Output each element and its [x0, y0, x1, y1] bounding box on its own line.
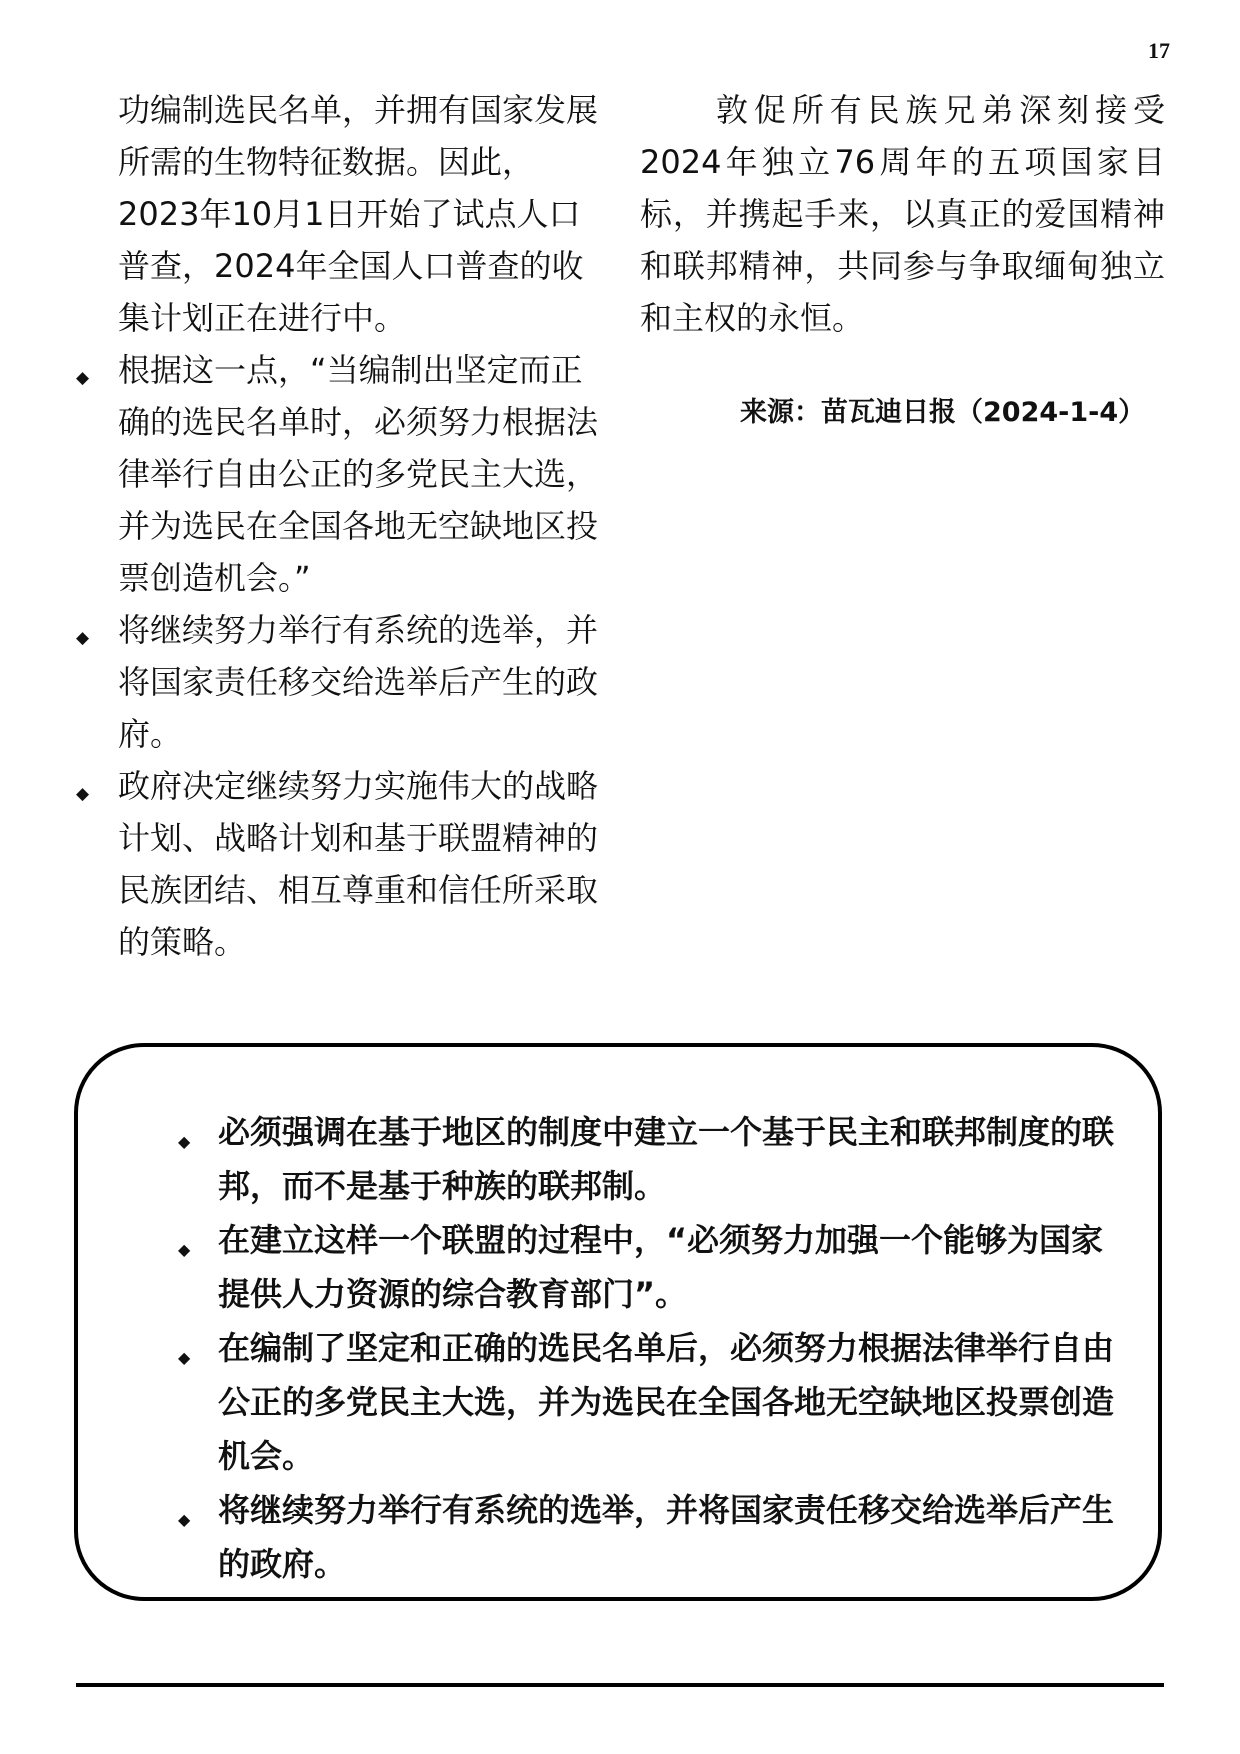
diamond-bullet-icon: ◆	[178, 1132, 191, 1151]
summary-item-text: 在建立这样一个联盟的过程中，“必须努力加强一个能够为国家提供人力资源的综合教育部门”。	[218, 1221, 1104, 1313]
summary-item-text: 在编制了坚定和正确的选民名单后，必须努力根据法律举行自由公正的多党民主大选，并为选民在全国各地无空缺地区投票创造机会。	[218, 1329, 1115, 1475]
source-citation: 来源：苗瓦迪日报（2024-1-4）	[740, 397, 1146, 428]
summary-item-text: 将继续努力举行有系统的选举，并将国家责任移交给选举后产生的政府。	[218, 1491, 1115, 1583]
list-item	[76, 604, 606, 760]
summary-item	[178, 1213, 1132, 1321]
closing-paragraph: 敦促所有民族兄弟深刻接受2024年独立76周年的五项国家目标，并携起手来，以真正的爱国精神和联邦精神，共同参与争取缅甸独立和主权的永恒。	[640, 91, 1165, 337]
list-item-text: 政府决定继续努力实施伟大的战略计划、战略计划和基于联盟精神的民族团结、相互尊重和信任所采取的策略。	[118, 767, 599, 961]
diamond-bullet-icon: ◆	[178, 1348, 191, 1367]
summary-item	[178, 1321, 1132, 1483]
summary-box	[74, 1043, 1162, 1601]
diamond-bullet-icon: ◆	[76, 368, 90, 388]
summary-item-text: 必须强调在基于地区的制度中建立一个基于民主和联邦制度的联邦，而不是基于种族的联邦制。	[218, 1113, 1115, 1205]
summary-list	[142, 1105, 1132, 1591]
summary-item	[178, 1483, 1132, 1591]
diamond-bullet-icon: ◆	[76, 784, 90, 804]
list-item-text: 根据这一点，“当编制出坚定而正确的选民名单时，必须努力根据法律举行自由公正的多党民主大选，并为选民在全国各地无空缺地区投票创造机会。”	[118, 351, 599, 597]
list-item-text: 将继续努力举行有系统的选举，并将国家责任移交给选举后产生的政府。	[118, 611, 599, 753]
footer-divider	[76, 1683, 1164, 1687]
diamond-bullet-icon: ◆	[178, 1240, 191, 1259]
list-item	[76, 344, 606, 604]
intro-paragraph: 功编制选民名单，并拥有国家发展所需的生物特征数据。因此，2023年10月1日开始了试点人口普查，2024年全国人口普查的收集计划正在进行中。	[118, 91, 599, 337]
diamond-bullet-icon: ◆	[76, 628, 90, 648]
diamond-bullet-icon: ◆	[178, 1510, 191, 1529]
left-column	[76, 84, 606, 968]
right-column	[640, 84, 1165, 344]
list-item	[76, 760, 606, 968]
summary-item	[178, 1105, 1132, 1213]
page-number: 17	[1148, 38, 1170, 63]
